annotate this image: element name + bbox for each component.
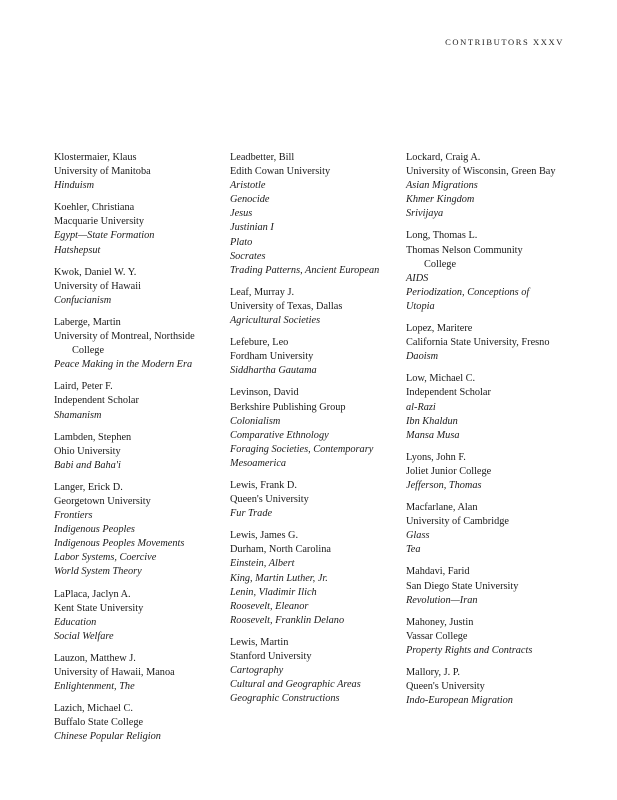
article-title: Roosevelt, Franklin Delano (230, 614, 345, 626)
article-title: Labor Systems, Coercive (54, 552, 157, 564)
article-title: Comparative Ethnology (230, 429, 329, 441)
contributor-entry (54, 702, 224, 744)
contributor-entry (54, 316, 224, 372)
contributor-entry (406, 616, 581, 658)
article-title: Utopia (406, 300, 435, 312)
article-title: Chinese Popular Religion (54, 731, 161, 743)
article-title: Plato (230, 236, 253, 248)
contributor-name: Low, Michael C. (406, 373, 476, 385)
article-title: Socrates (230, 250, 266, 262)
article-title: Mansa Musa (406, 429, 460, 441)
article-title: Education (54, 616, 97, 628)
contributor-affiliation: Ohio University (54, 445, 121, 457)
article-title: Hatshepsut (54, 244, 101, 256)
article-title: Srivijaya (406, 208, 444, 220)
article-title: Mesoamerica (230, 457, 287, 469)
contributor-entry (230, 336, 400, 378)
contributor-affiliation: Durham, North Carolina (230, 544, 331, 556)
contributor-name: Lefebure, Leo (230, 337, 289, 349)
article-title: Agricultural Societies (230, 315, 321, 327)
contributor-affiliation: Fordham University (230, 351, 314, 363)
article-title: Frontiers (54, 510, 93, 522)
article-title: Roosevelt, Eleanor (230, 600, 309, 612)
contributor-name: Leadbetter, Bill (230, 152, 295, 163)
article-title: Colonialism (230, 415, 281, 427)
article-title: Cartography (230, 665, 284, 677)
contributor-affiliation: Queen's University (230, 494, 309, 506)
contributor-entry (230, 479, 400, 521)
article-title: Foraging Societies, Contemporary (230, 443, 374, 455)
article-title: Glass (406, 530, 430, 542)
contributor-affiliation: Thomas Nelson Community (406, 244, 523, 256)
contributor-entry (406, 151, 581, 221)
contributor-entry (54, 201, 224, 257)
article-title: Fur Trade (230, 508, 273, 520)
article-title: Shamanism (54, 409, 102, 421)
contributor-affiliation: College (72, 345, 105, 357)
contributor-entry (54, 380, 224, 422)
contributor-name: Lewis, Martin (230, 636, 289, 648)
article-title: Indigenous Peoples (54, 524, 135, 536)
article-title: Tea (406, 544, 421, 556)
contributor-name: LaPlaca, Jaclyn A. (54, 588, 131, 600)
contributor-entry (230, 151, 400, 278)
contributors-column-1 (54, 151, 224, 752)
article-title: Genocide (230, 194, 270, 206)
article-title: Social Welfare (54, 630, 114, 642)
contributor-name: Mahoney, Justin (406, 616, 474, 628)
article-title: Siddhartha Gautama (230, 365, 317, 377)
contributor-affiliation: Joliet Junior College (406, 465, 492, 477)
article-title: Aristotle (230, 180, 266, 192)
contributor-name: Levinson, David (230, 387, 299, 399)
contributor-name: Lewis, Frank D. (230, 479, 297, 491)
article-title: Geographic Constructions (230, 693, 340, 705)
contributor-name: Kwok, Daniel W. Y. (54, 266, 137, 278)
article-title: Cultural and Geographic Areas (230, 679, 361, 691)
article-title: Property Rights and Contracts (406, 644, 533, 656)
contributor-entry (54, 266, 224, 308)
contributor-affiliation: Buffalo State College (54, 717, 144, 729)
contributor-affiliation: University of Texas, Dallas (230, 300, 343, 312)
contributor-affiliation: Edith Cowan University (230, 166, 331, 178)
contributor-affiliation: Independent Scholar (54, 395, 139, 407)
contributor-affiliation: San Diego State University (406, 580, 519, 592)
contributor-entry (230, 636, 400, 706)
contributor-entry (54, 151, 224, 193)
contributor-name: Long, Thomas L. (406, 230, 478, 242)
contributor-affiliation: California State University, Fresno (406, 337, 550, 349)
contributor-name: Lambden, Stephen (54, 431, 132, 443)
contributor-entry (406, 565, 581, 607)
contributor-entry (406, 501, 581, 557)
article-title: AIDS (406, 272, 429, 284)
contributor-name: Langer, Erick D. (54, 481, 123, 493)
contributor-name: Lockard, Craig A. (406, 152, 481, 163)
contributor-affiliation: University of Manitoba (54, 166, 151, 178)
contributors-column-2 (230, 151, 400, 714)
article-title: Einstein, Albert (230, 558, 295, 570)
contributor-affiliation: University of Cambridge (406, 516, 509, 528)
contributor-affiliation: University of Montreal, Northside (54, 331, 195, 343)
article-title: Indigenous Peoples Movements (54, 538, 185, 550)
contributor-affiliation: University of Hawaii (54, 280, 141, 292)
running-head: CONTRIBUTORS XXXV (445, 37, 564, 47)
article-title: Egypt—State Formation (54, 230, 155, 242)
article-title: Daoism (406, 351, 439, 363)
contributor-entry (54, 431, 224, 473)
contributor-name: Macfarlane, Alan (406, 502, 478, 514)
article-title: Enlightenment, The (54, 681, 135, 693)
article-title: Confucianism (54, 294, 112, 306)
contributor-affiliation: University of Wisconsin, Green Bay (406, 166, 556, 178)
article-title: Trading Patterns, Ancient European (230, 264, 380, 276)
contributor-affiliation: Independent Scholar (406, 387, 491, 399)
article-title: Indo-European Migration (406, 695, 513, 707)
contributor-name: Leaf, Murray J. (230, 286, 295, 298)
contributor-affiliation: Macquarie University (54, 216, 145, 228)
contributor-entry (54, 652, 224, 694)
contributor-affiliation: Vassar College (406, 630, 468, 642)
article-title: Revolution—Iran (406, 594, 478, 606)
contributor-entry (406, 666, 581, 708)
contributor-entry (230, 286, 400, 328)
contributor-affiliation: Stanford University (230, 651, 312, 662)
contributor-affiliation: Kent State University (54, 602, 144, 614)
article-title: Khmer Kingdom (406, 194, 475, 206)
article-title: Periodization, Conceptions of (406, 286, 530, 298)
contributor-name: Lauzon, Matthew J. (54, 652, 136, 664)
contributor-name: Mallory, J. P. (406, 667, 460, 678)
contributor-entry (54, 481, 224, 580)
article-title: World System Theory (54, 566, 142, 578)
contributor-name: Koehler, Christiana (54, 202, 135, 214)
contributor-name: Lopez, Maritere (406, 323, 473, 335)
contributor-affiliation: Queen's University (406, 681, 485, 693)
contributors-column-3 (406, 151, 581, 716)
article-title: Asian Migrations (406, 180, 478, 192)
contributor-entry (406, 229, 581, 314)
article-title: Jesus (230, 208, 253, 220)
article-title: Lenin, Vladimir Ilich (230, 586, 317, 598)
contributor-name: Laird, Peter F. (54, 381, 113, 393)
contributor-affiliation: Georgetown University (54, 495, 151, 507)
contributor-name: Klostermaier, Klaus (54, 152, 137, 163)
article-title: Hinduism (54, 180, 95, 192)
article-title: Babi and Baha'i (54, 459, 121, 471)
contributor-affiliation: Berkshire Publishing Group (230, 401, 346, 413)
contributor-name: Lazich, Michael C. (54, 703, 133, 715)
contributor-entry (230, 529, 400, 628)
article-title: Peace Making in the Modern Era (54, 359, 193, 371)
contributor-name: Lyons, John F. (406, 451, 466, 463)
contributor-name: Mahdavi, Farid (406, 566, 470, 578)
contributor-entry (406, 322, 581, 364)
contributor-entry (406, 451, 581, 493)
contributor-entry (54, 588, 224, 644)
article-title: al-Razi (406, 401, 436, 413)
article-title: King, Martin Luther, Jr. (230, 572, 328, 584)
article-title: Jefferson, Thomas (406, 479, 482, 491)
contributor-affiliation: University of Hawaii, Manoa (54, 667, 175, 678)
article-title: Justinian I (230, 222, 274, 234)
contributor-name: Lewis, James G. (230, 530, 299, 542)
contributor-affiliation: College (424, 258, 457, 270)
contributor-name: Laberge, Martin (54, 316, 121, 328)
contributor-entry (230, 386, 400, 471)
contributor-entry (406, 372, 581, 442)
article-title: Ibn Khaldun (406, 415, 458, 427)
